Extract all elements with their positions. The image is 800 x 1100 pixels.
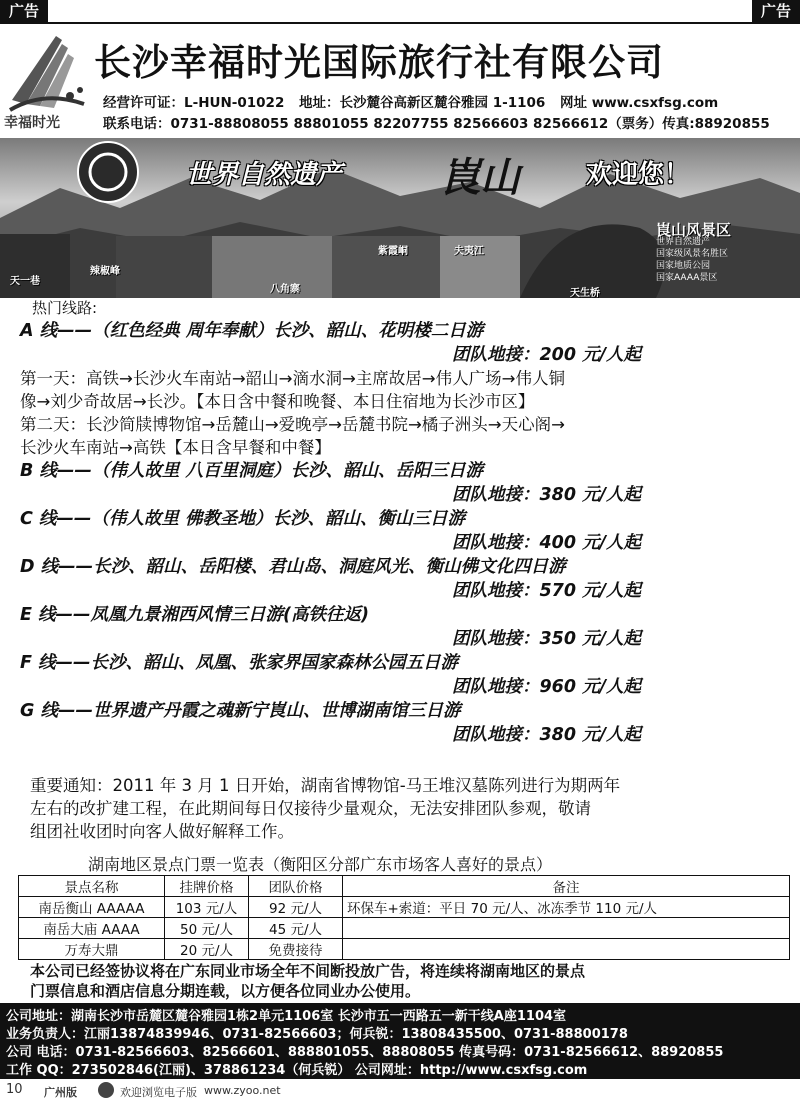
table-cell: 环保车+索道：平日 70 元/人、冰冻季节 110 元/人: [343, 897, 790, 918]
footer-line: 公司地址：湖南长沙市岳麓区麓谷雅园1栋2单元1106室 长沙市五一西路五一新干线A座1104室: [6, 1009, 567, 1024]
route-title: F 线——长沙、韶山、凤凰、张家界国家森林公园五日游: [20, 653, 459, 673]
table-cell: 92 元/人: [249, 897, 343, 918]
table-row: [19, 918, 790, 939]
contact-phone: 联系电话：0731-88808055 88801055 82207755 82566603 82566612（票务）传真:88920855: [103, 116, 770, 132]
table-row: [19, 897, 790, 918]
company-name: 长沙幸福时光国际旅行社有限公司: [94, 41, 664, 84]
banner-title: 世界自然遗产: [186, 160, 343, 190]
table-cell: 万寿大鼎: [19, 939, 165, 960]
top-rule: [0, 22, 800, 24]
route-price: 团队地接：400 元/人起: [452, 533, 642, 553]
spot-label: 紫霞峒: [378, 246, 408, 257]
banner-image: [0, 138, 800, 298]
spot-label: 辣椒峰: [90, 266, 120, 277]
route-detail: 第一天：高铁→长沙火车南站→韶山→滴水洞→主席故居→伟人广场→伟人铜: [20, 369, 565, 388]
notice-line: 组团社收团时向客人做好解释工作。: [30, 822, 294, 841]
table-row: [19, 939, 790, 960]
column-header: 挂牌价格: [165, 876, 249, 897]
banner-calligraphy: 崀山: [440, 154, 520, 201]
scenic-line: 国家地质公园: [656, 261, 711, 271]
company-address: 地址：长沙麓谷高新区麓谷雅园 1-1106: [299, 95, 546, 111]
route-title: C 线——（伟人故里 佛教圣地）长沙、韶山、衡山三日游: [20, 509, 466, 529]
table-header-row: [19, 876, 790, 897]
footer-line: 业务负责人：江丽13874839946、0731-82566603；何兵锐：13808435500、0731-88800178: [6, 1027, 628, 1042]
table-cell: 南岳大庙 AAAA: [19, 918, 165, 939]
column-header: 备注: [343, 876, 790, 897]
footer-line: 公司 电话：0731-82566603、82566601、888801055、88808055 传真号码：0731-82566612、88920855: [6, 1045, 724, 1060]
routes-section: [20, 298, 790, 747]
route-detail: 第二天：长沙简牍博物馆→岳麓山→爱晚亭→岳麓书院→橘子洲头→天心阁→: [20, 415, 565, 434]
column-header: 景点名称: [19, 876, 165, 897]
edition-label: 广州版: [44, 1086, 77, 1099]
license-line: [103, 91, 728, 111]
table-cell: 南岳衡山 AAAAA: [19, 897, 165, 918]
company-website: 网址 www.csxfsg.com: [560, 95, 719, 111]
route-title: G 线——世界遗产丹霞之魂新宁崀山、世博湖南馆三日游: [20, 701, 461, 721]
ticket-table-title: 湖南地区景点门票一览表（衡阳区分部广东市场客人喜好的景点）: [88, 855, 553, 874]
page-footer: [0, 1081, 800, 1100]
route-title: E 线——凤凰九景湘西风情三日游(高铁往返): [20, 605, 370, 625]
route-title: B 线——（伟人故里 八百里洞庭）长沙、韶山、岳阳三日游: [20, 461, 484, 481]
spot-label: 天一巷: [10, 276, 40, 287]
route-title: D 线——长沙、韶山、岳阳楼、君山岛、洞庭风光、衡山佛文化四日游: [20, 557, 566, 577]
agreement-line: 门票信息和酒店信息分期连载，以方便各位同业办公使用。: [30, 982, 421, 1000]
spot-label: 天生桥: [570, 288, 600, 298]
important-notice: [30, 774, 790, 843]
route-price: 团队地接：350 元/人起: [452, 629, 642, 649]
footer-line: 工作 QQ：273502846(江丽)、378861234（何兵锐） 公司网址：http://www.csxfsg.com: [6, 1063, 588, 1078]
table-cell: 103 元/人: [165, 897, 249, 918]
ticket-table: [18, 875, 790, 960]
scenic-line: 国家AAAA景区: [656, 273, 718, 283]
table-cell: [343, 939, 790, 960]
contact-footer: [0, 1003, 800, 1079]
site-logo-icon: [98, 1082, 114, 1098]
scenic-info: [656, 221, 800, 284]
spot-label: 八角寨: [270, 284, 300, 295]
table-cell: 45 元/人: [249, 918, 343, 939]
ad-tag-right: 广告: [752, 0, 800, 22]
site-link[interactable]: www.zyoo.net: [204, 1084, 281, 1097]
scenic-title: 崀山风景区: [656, 221, 732, 239]
route-price: 团队地接：200 元/人起: [452, 345, 642, 365]
header: [0, 26, 800, 134]
license-number: 经营许可证：L-HUN-01022: [103, 95, 285, 111]
table-cell: 免费接待: [249, 939, 343, 960]
scenic-line: 国家级风景名胜区: [656, 249, 729, 259]
browse-label: 欢迎浏览电子版: [120, 1086, 197, 1099]
table-cell: [343, 918, 790, 939]
agreement-line: 本公司已经签协议将在广东同业市场全年不间断投放广告，将连续将湖南地区的景点: [30, 962, 586, 980]
route-title: A 线——（红色经典 周年奉献）长沙、韶山、花明楼二日游: [20, 321, 484, 341]
table-cell: 50 元/人: [165, 918, 249, 939]
column-header: 团队价格: [249, 876, 343, 897]
route-price: 团队地接：960 元/人起: [452, 677, 642, 697]
logo-text: 幸福时光: [4, 115, 60, 131]
notice-line: 左右的改扩建工程，在此期间每日仅接待少量观众，无法安排团队参观，敬请: [30, 799, 591, 818]
ad-tag-left: 广告: [0, 0, 48, 22]
hot-routes-label: 热门线路:: [32, 299, 98, 317]
spot-label: 夫夷江: [454, 246, 484, 257]
agreement-notice: [30, 961, 790, 1001]
route-price: 团队地接：380 元/人起: [452, 485, 642, 505]
page-number: 10: [6, 1082, 23, 1097]
route-price: 团队地接：570 元/人起: [452, 581, 642, 601]
route-price: 团队地接：380 元/人起: [452, 725, 642, 745]
scenic-line: 世界自然遗产: [656, 237, 711, 247]
notice-line: 重要通知：2011 年 3 月 1 日开始，湖南省博物馆-马王堆汉墓陈列进行为期两年: [30, 776, 621, 795]
route-detail: 像→刘少奇故居→长沙。【本日含中餐和晚餐、本日住宿地为长沙市区】: [20, 392, 535, 411]
banner-welcome: 欢迎您！: [586, 160, 691, 190]
table-cell: 20 元/人: [165, 939, 249, 960]
route-detail: 长沙火车南站→高铁【本日含早餐和中餐】: [20, 438, 331, 457]
